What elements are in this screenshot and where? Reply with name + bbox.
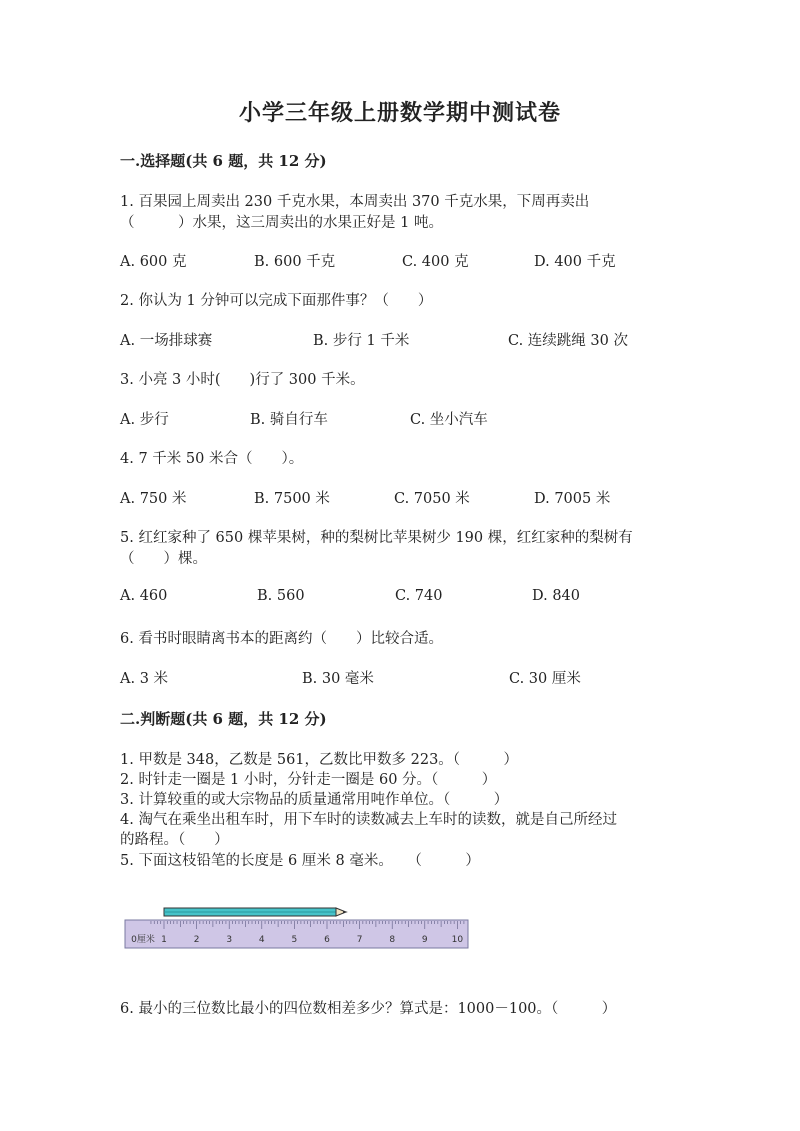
ruler-pencil-figure bbox=[124, 904, 470, 952]
question-3-text: 3. 小亮 3 小时( )行了 300 千米。 bbox=[120, 372, 365, 388]
ruler-tick-label: 5 bbox=[291, 935, 298, 945]
option-a: A. 3 米 bbox=[120, 671, 169, 687]
option-c: C. 7050 米 bbox=[394, 491, 470, 507]
option-b: B. 骑自行车 bbox=[250, 412, 328, 428]
option-d: D. 840 bbox=[532, 588, 581, 604]
question-2-text: 2. 你认为 1 分钟可以完成下面那件事？（ ） bbox=[120, 293, 433, 309]
ruler-tick-label: 9 bbox=[421, 935, 428, 945]
ruler-tick-label: 1 bbox=[161, 935, 167, 945]
question-6-text: 6. 看书时眼睛离书本的距离约（ ）比较合适。 bbox=[120, 631, 443, 647]
ruler-tick-label: 4 bbox=[258, 935, 265, 945]
option-c: C. 400 克 bbox=[402, 254, 469, 270]
judgement-item-3: 3. 计算较重的或大宗物品的质量通常用吨作单位。（ ） bbox=[120, 792, 509, 808]
option-d: D. 7005 米 bbox=[534, 491, 611, 507]
judgement-item-5: 5. 下面这枝铅笔的长度是 6 厘米 8 毫米。 （ ） bbox=[120, 853, 480, 869]
ruler-tick-label: 8 bbox=[389, 935, 396, 945]
option-a: A. 步行 bbox=[120, 412, 169, 428]
question-5-text-cont: （ ）棵。 bbox=[120, 551, 207, 567]
option-b: B. 30 毫米 bbox=[302, 671, 374, 687]
option-a: A. 460 bbox=[120, 588, 168, 604]
option-b: B. 步行 1 千米 bbox=[313, 333, 410, 349]
option-c: C. 740 bbox=[395, 588, 443, 604]
ruler-tick-label: 7 bbox=[356, 935, 363, 945]
option-c: C. 连续跳绳 30 次 bbox=[508, 333, 628, 349]
option-d: D. 400 千克 bbox=[534, 254, 616, 270]
judgement-item-4-cont: 的路程。（ ） bbox=[120, 832, 229, 848]
question-1-text-cont: （ ）水果，这三周卖出的水果正好是 1 吨。 bbox=[120, 215, 443, 231]
option-a: A. 一场排球赛 bbox=[120, 333, 213, 349]
option-b: B. 7500 米 bbox=[254, 491, 330, 507]
ruler-tick-label: 6 bbox=[324, 935, 330, 945]
option-a: A. 600 克 bbox=[120, 254, 187, 270]
option-c: C. 30 厘米 bbox=[509, 671, 581, 687]
judgement-item-6: 6. 最小的三位数比最小的四位数相差多少？算式是：1000－100。（ ） bbox=[120, 1001, 617, 1017]
judgement-item-4: 4. 淘气在乘坐出租车时，用下车时的读数减去上车时的读数，就是自己所经过 bbox=[120, 812, 617, 828]
judgement-item-1: 1. 甲数是 348，乙数是 561，乙数比甲数多 223。（ ） bbox=[120, 752, 519, 768]
option-a: A. 750 米 bbox=[120, 491, 187, 507]
section-heading-choice: 一.选择题(共 6 题，共 12 分) bbox=[120, 152, 327, 170]
section-heading-judgement: 二.判断题(共 6 题，共 12 分) bbox=[120, 710, 327, 728]
ruler-tick-label: 10 bbox=[451, 935, 464, 945]
pencil-icon bbox=[164, 908, 348, 916]
question-4-text: 4. 7 千米 50 米合（ ）。 bbox=[120, 451, 304, 467]
ruler-tick-label: 3 bbox=[226, 935, 233, 945]
page-title: 小学三年级上册数学期中测试卷 bbox=[238, 100, 561, 126]
ruler-pencil-svg bbox=[124, 904, 470, 952]
option-b: B. 600 千克 bbox=[254, 254, 336, 270]
ruler-tick-label: 2 bbox=[193, 935, 200, 945]
question-1-text: 1. 百果园上周卖出 230 千克水果，本周卖出 370 千克水果，下周再卖出 bbox=[120, 194, 590, 210]
option-c: C. 坐小汽车 bbox=[410, 412, 488, 428]
question-5-text: 5. 红红家种了 650 棵苹果树，种的梨树比苹果树少 190 棵，红红家种的梨树有 bbox=[120, 530, 633, 546]
ruler-unit-label: 0厘米 bbox=[131, 935, 155, 945]
judgement-item-2: 2. 时针走一圈是 1 小时，分针走一圈是 60 分。（ ） bbox=[120, 772, 497, 788]
option-b: B. 560 bbox=[257, 588, 305, 604]
